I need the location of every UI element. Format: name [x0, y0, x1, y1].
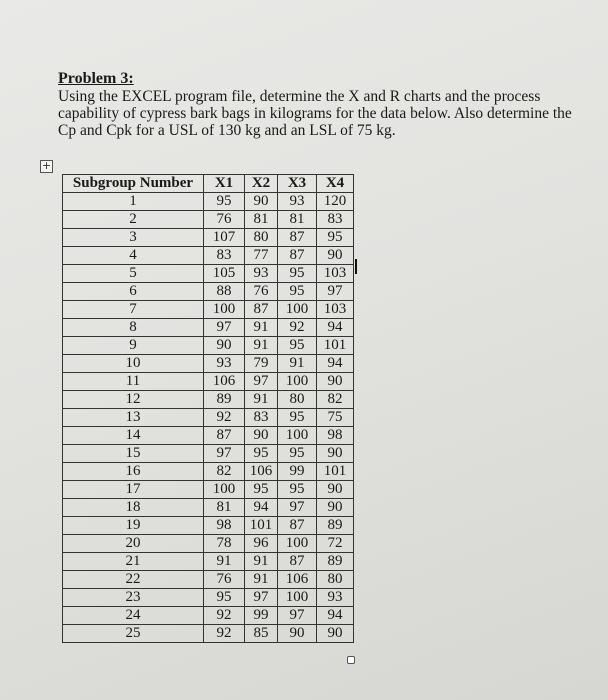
table-row	[63, 391, 354, 409]
table-row	[63, 319, 354, 337]
value-cell[interactable]: 97	[245, 589, 278, 607]
subgroup-cell[interactable]: 11	[63, 373, 204, 391]
table-row	[63, 229, 354, 247]
value-cell[interactable]: 72	[317, 535, 354, 553]
value-cell[interactable]: 91	[245, 337, 278, 355]
value-cell[interactable]: 90	[278, 625, 317, 643]
value-cell[interactable]: 97	[278, 607, 317, 625]
value-cell[interactable]: 106	[204, 373, 245, 391]
subgroup-cell[interactable]: 16	[63, 463, 204, 481]
subgroup-cell[interactable]: 18	[63, 499, 204, 517]
value-cell[interactable]: 106	[245, 463, 278, 481]
problem-line-2: capability of cypress bark bags in kilograms for the data below. Also determine the	[58, 105, 572, 122]
value-cell[interactable]: 103	[317, 265, 354, 283]
value-cell[interactable]: 87	[278, 229, 317, 247]
problem-title: Problem 3:	[58, 70, 134, 87]
value-cell[interactable]: 95	[278, 265, 317, 283]
value-cell[interactable]: 90	[317, 481, 354, 499]
subgroup-cell[interactable]: 2	[63, 211, 204, 229]
table-row	[63, 211, 354, 229]
table-row	[63, 445, 354, 463]
subgroup-cell[interactable]: 22	[63, 571, 204, 589]
value-cell[interactable]: 96	[245, 535, 278, 553]
value-cell[interactable]: 95	[317, 229, 354, 247]
subgroup-cell[interactable]: 13	[63, 409, 204, 427]
text-cursor	[355, 259, 357, 274]
table-move-handle-icon[interactable]: +	[41, 159, 52, 172]
table-row	[63, 499, 354, 517]
value-cell[interactable]: 100	[278, 301, 317, 319]
value-cell[interactable]: 80	[278, 391, 317, 409]
table-body	[63, 193, 354, 643]
table-row	[63, 283, 354, 301]
value-cell[interactable]: 95	[245, 481, 278, 499]
value-cell[interactable]: 87	[278, 553, 317, 571]
value-cell[interactable]: 95	[278, 481, 317, 499]
value-cell[interactable]: 76	[245, 283, 278, 301]
value-cell[interactable]: 83	[204, 247, 245, 265]
table-row	[63, 355, 354, 373]
value-cell[interactable]: 97	[204, 445, 245, 463]
value-cell[interactable]: 87	[278, 517, 317, 535]
value-cell[interactable]: 83	[317, 211, 354, 229]
value-cell[interactable]: 91	[245, 391, 278, 409]
table-row	[63, 373, 354, 391]
value-cell[interactable]: 120	[317, 193, 354, 211]
value-cell[interactable]: 90	[317, 247, 354, 265]
value-cell[interactable]: 90	[245, 427, 278, 445]
subgroup-cell[interactable]: 12	[63, 391, 204, 409]
value-cell[interactable]: 106	[278, 571, 317, 589]
table-row	[63, 301, 354, 319]
value-cell[interactable]: 93	[245, 265, 278, 283]
value-cell[interactable]: 100	[204, 481, 245, 499]
problem-line-3: Cp and Cpk for a USL of 130 kg and an LSL of 75 kg.	[58, 122, 396, 139]
value-cell[interactable]: 90	[317, 373, 354, 391]
subgroup-cell[interactable]: 7	[63, 301, 204, 319]
value-cell[interactable]: 94	[317, 355, 354, 373]
value-cell[interactable]: 79	[245, 355, 278, 373]
table-row	[63, 517, 354, 535]
subgroup-cell[interactable]: 19	[63, 517, 204, 535]
value-cell[interactable]: 81	[245, 211, 278, 229]
value-cell[interactable]: 101	[245, 517, 278, 535]
value-cell[interactable]: 75	[317, 409, 354, 427]
subgroup-cell[interactable]: 4	[63, 247, 204, 265]
value-cell[interactable]: 107	[204, 229, 245, 247]
header-x3: X3	[278, 175, 317, 193]
data-table	[62, 174, 354, 643]
subgroup-cell[interactable]: 6	[63, 283, 204, 301]
value-cell[interactable]: 93	[317, 589, 354, 607]
value-cell[interactable]: 93	[204, 355, 245, 373]
value-cell[interactable]: 92	[204, 607, 245, 625]
value-cell[interactable]: 76	[204, 211, 245, 229]
value-cell[interactable]: 100	[204, 301, 245, 319]
subgroup-cell[interactable]: 14	[63, 427, 204, 445]
table-row	[63, 409, 354, 427]
value-cell[interactable]: 95	[204, 193, 245, 211]
value-cell[interactable]: 91	[204, 553, 245, 571]
value-cell[interactable]: 97	[245, 373, 278, 391]
table-row	[63, 625, 354, 643]
value-cell[interactable]: 95	[245, 445, 278, 463]
value-cell[interactable]: 94	[317, 607, 354, 625]
value-cell[interactable]: 81	[204, 499, 245, 517]
value-cell[interactable]: 88	[204, 283, 245, 301]
table-row	[63, 589, 354, 607]
value-cell[interactable]: 97	[278, 499, 317, 517]
value-cell[interactable]: 97	[204, 319, 245, 337]
problem-text	[58, 70, 598, 139]
value-cell[interactable]: 77	[245, 247, 278, 265]
value-cell[interactable]: 90	[317, 625, 354, 643]
value-cell[interactable]: 99	[245, 607, 278, 625]
value-cell[interactable]: 100	[278, 373, 317, 391]
table-row	[63, 427, 354, 445]
value-cell[interactable]: 91	[245, 571, 278, 589]
value-cell[interactable]: 82	[317, 391, 354, 409]
value-cell[interactable]: 95	[278, 445, 317, 463]
value-cell[interactable]: 91	[278, 355, 317, 373]
problem-line-1: Using the EXCEL program file, determine the X and R charts and the process	[58, 88, 541, 105]
value-cell[interactable]: 94	[317, 319, 354, 337]
value-cell[interactable]: 100	[278, 427, 317, 445]
header-x1: X1	[204, 175, 245, 193]
value-cell[interactable]: 92	[278, 319, 317, 337]
value-cell[interactable]: 92	[204, 625, 245, 643]
value-cell[interactable]: 103	[317, 301, 354, 319]
value-cell[interactable]: 95	[278, 337, 317, 355]
table-row	[63, 193, 354, 211]
table-row	[63, 553, 354, 571]
value-cell[interactable]: 81	[278, 211, 317, 229]
value-cell[interactable]: 80	[317, 571, 354, 589]
table-row	[63, 481, 354, 499]
value-cell[interactable]: 95	[278, 283, 317, 301]
subgroup-cell[interactable]: 8	[63, 319, 204, 337]
subgroup-cell[interactable]: 21	[63, 553, 204, 571]
value-cell[interactable]: 89	[317, 553, 354, 571]
subgroup-cell[interactable]: 17	[63, 481, 204, 499]
value-cell[interactable]: 89	[317, 517, 354, 535]
value-cell[interactable]: 99	[278, 463, 317, 481]
value-cell[interactable]: 85	[245, 625, 278, 643]
table-header-row	[63, 175, 354, 193]
value-cell[interactable]: 90	[317, 445, 354, 463]
value-cell[interactable]: 101	[317, 463, 354, 481]
table-row	[63, 607, 354, 625]
value-cell[interactable]: 87	[278, 247, 317, 265]
subgroup-cell[interactable]: 3	[63, 229, 204, 247]
table-row	[63, 265, 354, 283]
value-cell[interactable]: 90	[317, 499, 354, 517]
value-cell[interactable]: 78	[204, 535, 245, 553]
subgroup-cell[interactable]: 23	[63, 589, 204, 607]
value-cell[interactable]: 95	[204, 589, 245, 607]
subgroup-cell[interactable]: 10	[63, 355, 204, 373]
value-cell[interactable]: 93	[278, 193, 317, 211]
header-x2: X2	[245, 175, 278, 193]
value-cell[interactable]: 87	[204, 427, 245, 445]
value-cell[interactable]: 92	[204, 409, 245, 427]
value-cell[interactable]: 83	[245, 409, 278, 427]
value-cell[interactable]: 97	[317, 283, 354, 301]
value-cell[interactable]: 89	[204, 391, 245, 409]
subgroup-cell[interactable]: 24	[63, 607, 204, 625]
value-cell[interactable]: 98	[317, 427, 354, 445]
header-x4: X4	[317, 175, 354, 193]
value-cell[interactable]: 100	[278, 535, 317, 553]
value-cell[interactable]: 80	[245, 229, 278, 247]
subgroup-cell[interactable]: 9	[63, 337, 204, 355]
table-resize-handle-icon[interactable]	[347, 656, 355, 664]
value-cell[interactable]: 98	[204, 517, 245, 535]
value-cell[interactable]: 95	[278, 409, 317, 427]
value-cell[interactable]: 90	[204, 337, 245, 355]
header-subgroup: Subgroup Number	[63, 175, 204, 193]
subgroup-cell[interactable]: 1	[63, 193, 204, 211]
subgroup-cell[interactable]: 20	[63, 535, 204, 553]
value-cell[interactable]: 91	[245, 553, 278, 571]
value-cell[interactable]: 94	[245, 499, 278, 517]
subgroup-cell[interactable]: 15	[63, 445, 204, 463]
value-cell[interactable]: 91	[245, 319, 278, 337]
table-row	[63, 337, 354, 355]
value-cell[interactable]: 76	[204, 571, 245, 589]
value-cell[interactable]: 87	[245, 301, 278, 319]
table-row	[63, 571, 354, 589]
value-cell[interactable]: 101	[317, 337, 354, 355]
value-cell[interactable]: 100	[278, 589, 317, 607]
subgroup-cell[interactable]: 5	[63, 265, 204, 283]
value-cell[interactable]: 82	[204, 463, 245, 481]
value-cell[interactable]: 105	[204, 265, 245, 283]
subgroup-cell[interactable]: 25	[63, 625, 204, 643]
value-cell[interactable]: 90	[245, 193, 278, 211]
table-row	[63, 247, 354, 265]
table-row	[63, 463, 354, 481]
table-row	[63, 535, 354, 553]
